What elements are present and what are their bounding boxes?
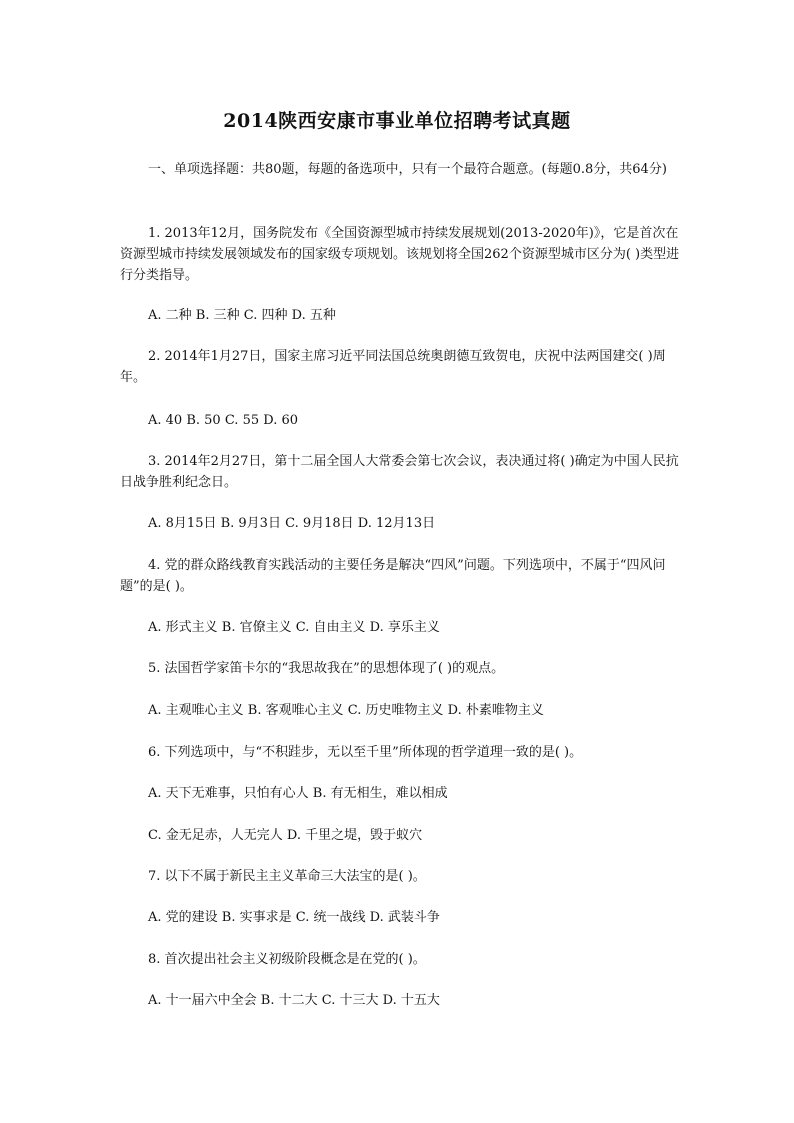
page-title: 2014陕西安康市事业单位招聘考试真题 [223, 110, 571, 132]
question-stem-4: 4. 党的群众路线教育实践活动的主要任务是解决“四风”问题。下列选项中，不属于“四风问题”的是( )。 [120, 558, 666, 594]
question-options-5: A. 主观唯心主义 B. 客观唯心主义 C. 历史唯物主义 D. 朴素唯物主义 [148, 703, 544, 718]
question-options-3: A. 8月15日 B. 9月3日 C. 9月18日 D. 12月13日 [148, 516, 436, 531]
question-stem-1: 1. 2013年12月，国务院发布《全国资源型城市持续发展规划(2013-2020年)》，它是首次在资源型城市持续发展领域发布的国家级专项规划。该规划将全国262个资源型城市区分为( )类型进行分类指导。 [120, 226, 680, 283]
question-stem-3: 3. 2014年2月27日，第十二届全国人大常委会第七次会议，表决通过将( )确定为中国人民抗日战争胜利纪念日。 [120, 454, 679, 490]
question-options-6b: C. 金无足赤，人无完人 D. 千里之堤，毁于蚁穴 [148, 828, 423, 843]
question-stem-7: 7. 以下不属于新民主主义革命三大法宝的是( )。 [148, 869, 426, 884]
question-stem-5: 5. 法国哲学家笛卡尔的“我思故我在”的思想体现了( )的观点。 [148, 661, 505, 676]
question-stem-6: 6. 下列选项中，与“不积跬步，无以至千里”所体现的哲学道理一致的是( )。 [148, 745, 583, 760]
question-stem-8: 8. 首次提出社会主义初级阶段概念是在党的( )。 [148, 952, 426, 967]
question-options-4: A. 形式主义 B. 官僚主义 C. 自由主义 D. 享乐主义 [148, 620, 440, 635]
question-options-6a: A. 天下无难事，只怕有心人 B. 有无相生，难以相成 [148, 786, 448, 801]
question-options-2: A. 40 B. 50 C. 55 D. 60 [148, 413, 299, 428]
question-options-1: A. 二种 B. 三种 C. 四种 D. 五种 [148, 308, 336, 323]
question-options-7: A. 党的建设 B. 实事求是 C. 统一战线 D. 武装斗争 [148, 910, 440, 925]
question-options-8: A. 十一届六中全会 B. 十二大 C. 十三大 D. 十五大 [148, 993, 440, 1008]
section-heading: 一、单项选择题：共80题，每题的备选项中，只有一个最符合题意。(每题0.8分，共64分) [148, 162, 667, 177]
question-stem-2: 2. 2014年1月27日，国家主席习近平同法国总统奥朗德互致贺电，庆祝中法两国建交( )周年。 [120, 349, 666, 385]
